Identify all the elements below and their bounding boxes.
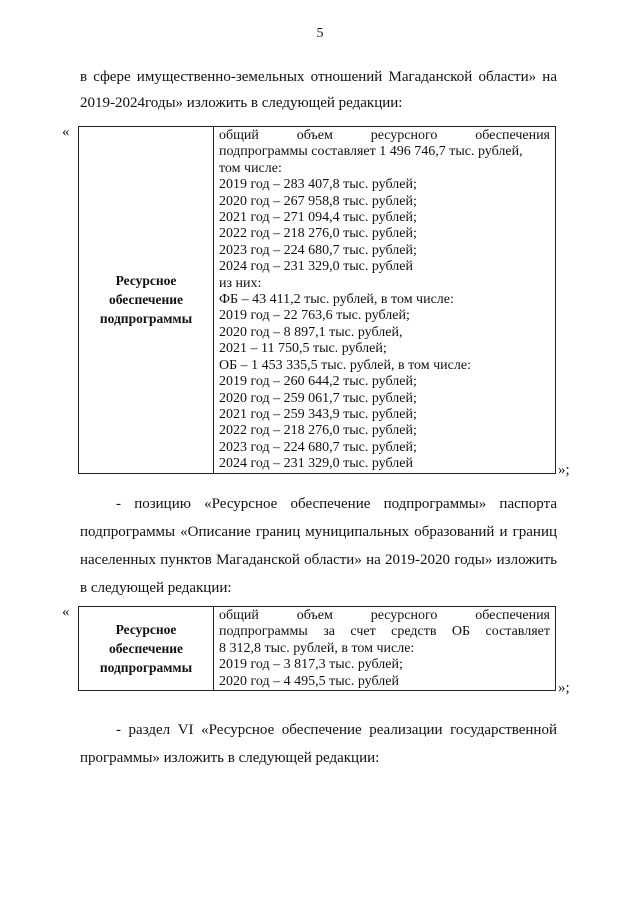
table2-label-line: обеспечение <box>108 641 184 657</box>
table2-open-quote: « <box>62 604 70 620</box>
resource-table-2 <box>78 606 556 691</box>
table2-line: 8 312,8 тыс. рублей, в том числе: <box>219 640 415 656</box>
resource-table-1 <box>78 126 556 474</box>
table1-line: 2019 год – 22 763,6 тыс. рублей; <box>219 308 410 324</box>
middle-paragraph: - позицию «Ресурсное обеспечение подпрограммы» паспорта подпрограммы «Описание границ муниципальных образований и границ населенных пунктов Магаданской области» на 2019-2020 годы» изложить в следующей редакции: <box>80 496 557 596</box>
table1-line: 2023 год – 224 680,7 тыс. рублей; <box>219 439 417 455</box>
table2-content-cell <box>214 607 556 691</box>
table1-line: 2021 – 11 750,5 тыс. рублей; <box>219 341 387 357</box>
table1-line: 2023 год – 224 680,7 тыс. рублей; <box>219 242 417 258</box>
table1-close-quote: »; <box>558 462 570 478</box>
table1-line: 2019 год – 260 644,2 тыс. рублей; <box>219 374 417 390</box>
table2-line: 2020 год – 4 495,5 тыс. рублей <box>219 673 399 689</box>
table1-line: 2019 год – 283 407,8 тыс. рублей; <box>219 177 417 193</box>
table1-label-cell <box>79 127 214 474</box>
final-paragraph: - раздел VI «Ресурсное обеспечение реализации государственной программы» изложить в следующей редакции: <box>80 722 557 766</box>
table1-line: 2021 год – 259 343,9 тыс. рублей; <box>219 406 417 422</box>
table1-line: ФБ – 43 411,2 тыс. рублей, в том числе: <box>219 292 454 308</box>
table1-line: 2024 год – 231 329,0 тыс. рублей <box>219 259 413 275</box>
table1-line: 2024 год – 231 329,0 тыс. рублей <box>219 456 413 472</box>
table2-label-line: Ресурсное <box>115 622 177 638</box>
table2-label-line: подпрограммы <box>99 660 193 676</box>
table2-line: подпрограммы за счет средств ОБ составляет <box>219 624 550 640</box>
table1-label-line: подпрограммы <box>99 311 193 327</box>
table1-line: 2020 год – 8 897,1 тыс. рублей, <box>219 324 403 340</box>
table1-line: 2020 год – 267 958,8 тыс. рублей; <box>219 193 417 209</box>
table2-line: общий объем ресурсного обеспечения <box>219 608 550 623</box>
table1-line: подпрограммы составляет 1 496 746,7 тыс. рублей, <box>219 144 523 160</box>
table1-label-line: Ресурсное <box>115 273 177 289</box>
table2-line: 2019 год – 3 817,3 тыс. рублей; <box>219 657 403 673</box>
page-number: 5 <box>316 26 324 41</box>
intro-paragraph: в сфере имущественно-земельных отношений Магаданской области» на 2019-2024годы» изложить в следующей редакции: <box>80 69 557 111</box>
table1-content-cell <box>214 127 556 474</box>
table2-close-quote: »; <box>558 680 570 696</box>
table1-line: том числе: <box>219 160 282 176</box>
table1-line: 2021 год – 271 094,4 тыс. рублей; <box>219 210 417 226</box>
table1-line: 2022 год – 218 276,0 тыс. рублей; <box>219 226 417 242</box>
table1-open-quote: « <box>62 124 70 140</box>
table1-line: из них: <box>219 275 262 291</box>
table1-line: общий объем ресурсного обеспечения <box>219 128 550 143</box>
table1-label-line: обеспечение <box>108 292 184 308</box>
table1-line: 2020 год – 259 061,7 тыс. рублей; <box>219 390 417 406</box>
table1-line: 2022 год – 218 276,0 тыс. рублей; <box>219 423 417 439</box>
table2-label-cell <box>79 607 214 691</box>
table1-line: ОБ – 1 453 335,5 тыс. рублей, в том числе: <box>219 357 471 373</box>
